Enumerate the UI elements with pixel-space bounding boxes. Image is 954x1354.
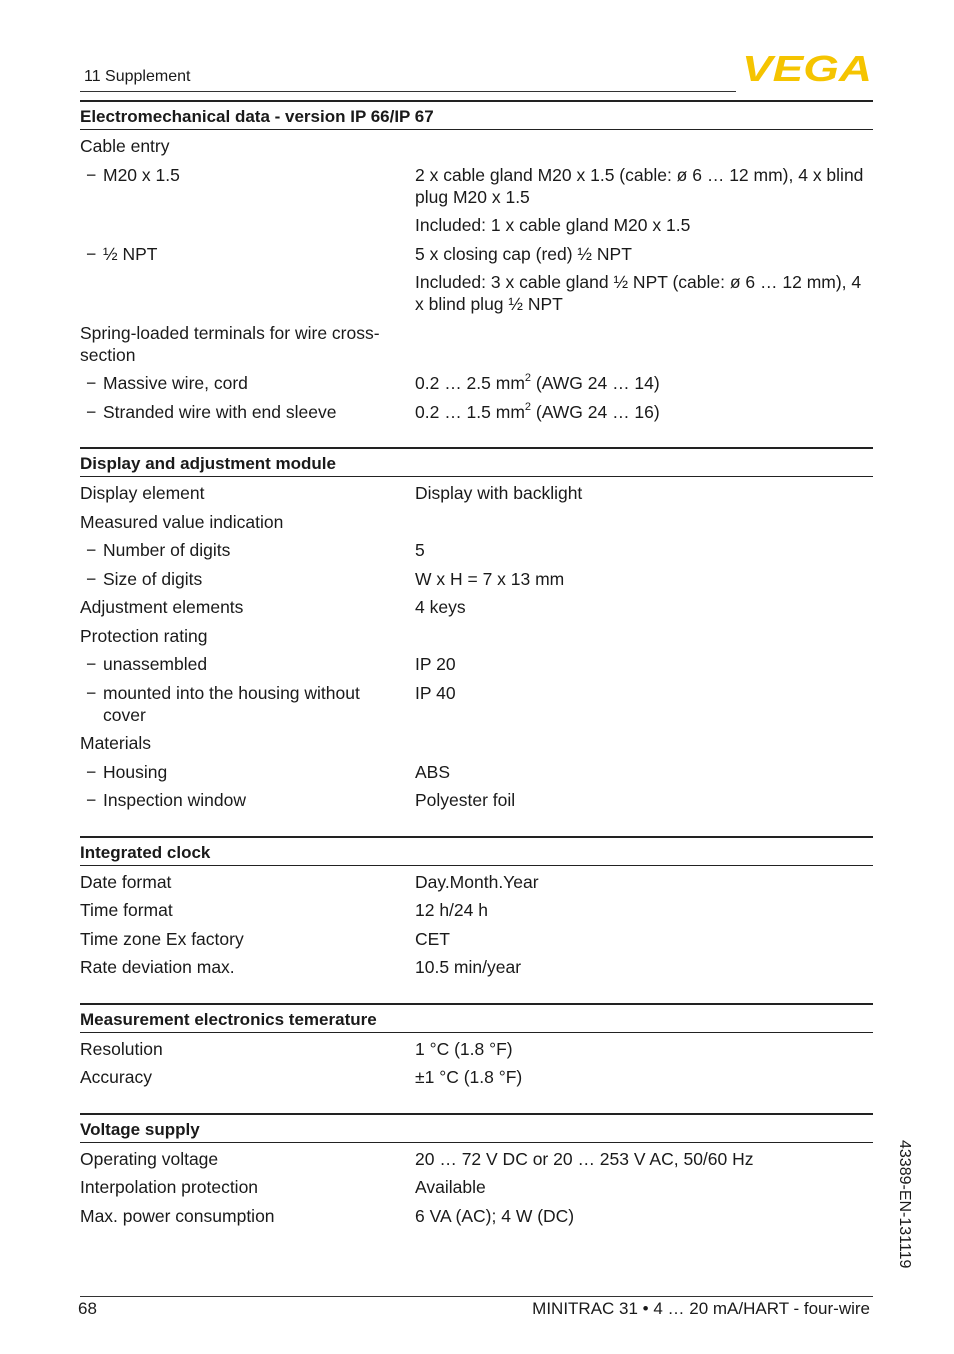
spec-value: 20 … 72 V DC or 20 … 253 V AC, 50/60 Hz xyxy=(415,1148,754,1169)
spec-section xyxy=(80,1113,873,1231)
spec-value: Included: 3 x cable gland ½ NPT (cable: ø 6 … 12 mm), 4 x blind plug ½ NPT xyxy=(415,272,862,314)
spec-key: Cable entry xyxy=(80,136,170,156)
spec-value xyxy=(415,372,873,394)
spec-value: Polyester foil xyxy=(415,790,516,810)
spec-value: 2 x cable gland M20 x 1.5 (cable: ø 6 … 12 mm), 4 x blind plug M20 x 1.5 xyxy=(415,164,864,207)
spec-key: Protection rating xyxy=(80,625,208,646)
spec-section xyxy=(80,447,873,815)
document-code: 43389-EN-131119 xyxy=(896,1140,913,1269)
spec-value: Display with backlight xyxy=(415,483,583,503)
spec-key: Resolution xyxy=(80,1038,163,1059)
spec-key: − ½ NPT xyxy=(80,243,400,265)
spec-row xyxy=(80,868,873,897)
section-title: Voltage supply xyxy=(80,1113,873,1143)
spec-row xyxy=(80,1035,873,1064)
spec-key: − M20 x 1.5 xyxy=(80,164,400,186)
spec-row xyxy=(80,896,873,925)
spec-row xyxy=(80,786,873,815)
spec-row xyxy=(80,369,873,398)
spec-value-suffix: (AWG 24 … 16) xyxy=(531,401,660,422)
spec-value: 5 x closing cap (red) ½ NPT xyxy=(415,243,632,264)
spec-row xyxy=(80,268,873,319)
spec-key: Date format xyxy=(80,871,172,892)
spec-row xyxy=(80,508,873,537)
document-title: MINITRAC 31 • 4 … 20 mA/HART - four-wire xyxy=(532,1299,870,1318)
spec-key: − mounted into the housing without cover xyxy=(80,682,400,726)
section-title: Display and adjustment module xyxy=(80,447,873,477)
spec-value: Day.Month.Year xyxy=(415,871,539,892)
spec-value-text: 0.2 … 2.5 mm xyxy=(415,373,525,393)
spec-value-superscript: 2 xyxy=(524,400,532,413)
header-rule xyxy=(80,91,736,92)
chapter-label: 11 Supplement xyxy=(84,68,191,85)
spec-row xyxy=(80,593,873,622)
spec-key: Rate deviation max. xyxy=(80,957,235,977)
spec-row xyxy=(80,211,873,240)
spec-value-suffix: (AWG 24 … 14) xyxy=(531,373,660,393)
spec-row xyxy=(80,953,873,982)
spec-value: 4 keys xyxy=(415,597,466,617)
spec-key: Max. power consumption xyxy=(80,1205,275,1226)
spec-value xyxy=(415,401,873,423)
section-title: Electromechanical data - version IP 66/IP 67 xyxy=(80,100,873,130)
spec-value: 5 xyxy=(415,540,425,560)
spec-key xyxy=(80,271,400,293)
vega-logo xyxy=(742,52,874,84)
spec-key: − Housing xyxy=(80,761,400,783)
spec-key: Adjustment elements xyxy=(80,597,244,617)
footer-rule xyxy=(80,1296,873,1297)
spec-row xyxy=(80,1173,873,1202)
section-title: Measurement electronics temerature xyxy=(80,1003,873,1033)
spec-value: ±1 °C (1.8 °F) xyxy=(415,1067,523,1087)
spec-row xyxy=(80,536,873,565)
spec-value-superscript: 2 xyxy=(524,372,532,385)
spec-value: Available xyxy=(415,1177,486,1197)
spec-key: Measured value indication xyxy=(80,511,284,532)
spec-row xyxy=(80,161,873,212)
spec-row xyxy=(80,319,873,370)
spec-row xyxy=(80,240,873,269)
spec-row xyxy=(80,650,873,679)
spec-value: IP 20 xyxy=(415,654,456,674)
spec-value: CET xyxy=(415,928,450,949)
spec-value: 1 °C (1.8 °F) xyxy=(415,1038,513,1059)
spec-key: − Inspection window xyxy=(80,789,400,811)
spec-key xyxy=(80,214,400,236)
spec-key: − Number of digits xyxy=(80,539,400,561)
spec-section xyxy=(80,836,873,982)
spec-value: 12 h/24 h xyxy=(415,900,488,920)
spec-row xyxy=(80,622,873,651)
spec-value: Included: 1 x cable gland M20 x 1.5 xyxy=(415,215,691,235)
spec-content xyxy=(80,100,873,1230)
spec-row xyxy=(80,565,873,594)
spec-row xyxy=(80,1202,873,1231)
spec-key: − Massive wire, cord xyxy=(80,372,400,394)
spec-value: 10.5 min/year xyxy=(415,957,522,977)
spec-value: 6 VA (AC); 4 W (DC) xyxy=(415,1205,575,1226)
spec-key: − unassembled xyxy=(80,653,400,675)
spec-row xyxy=(80,1145,873,1174)
spec-key: Interpolation protection xyxy=(80,1177,259,1197)
spec-section xyxy=(80,1003,873,1092)
spec-row xyxy=(80,398,873,427)
spec-value: ABS xyxy=(415,761,451,782)
page-number: 68 xyxy=(78,1299,97,1318)
spec-row xyxy=(80,479,873,508)
spec-value: IP 40 xyxy=(415,682,456,703)
spec-key: Display element xyxy=(80,483,205,503)
spec-key: Materials xyxy=(80,733,151,753)
spec-value-text: 0.2 … 1.5 mm xyxy=(415,401,525,422)
spec-row xyxy=(80,925,873,954)
section-title: Integrated clock xyxy=(80,836,873,866)
spec-key: Accuracy xyxy=(80,1067,152,1087)
spec-value: W x H = 7 x 13 mm xyxy=(415,568,565,589)
spec-row xyxy=(80,1063,873,1092)
spec-key: Time format xyxy=(80,900,173,920)
spec-key: − Stranded wire with end sleeve xyxy=(80,401,400,423)
spec-key: Operating voltage xyxy=(80,1148,219,1169)
spec-row xyxy=(80,679,873,730)
spec-key: − Size of digits xyxy=(80,568,400,590)
spec-row xyxy=(80,729,873,758)
spec-row xyxy=(80,758,873,787)
spec-row xyxy=(80,132,873,161)
spec-key: Spring-loaded terminals for wire cross-section xyxy=(80,322,380,365)
logo-text: VEGA xyxy=(742,52,872,84)
spec-key: Time zone Ex factory xyxy=(80,928,244,949)
spec-section xyxy=(80,100,873,426)
